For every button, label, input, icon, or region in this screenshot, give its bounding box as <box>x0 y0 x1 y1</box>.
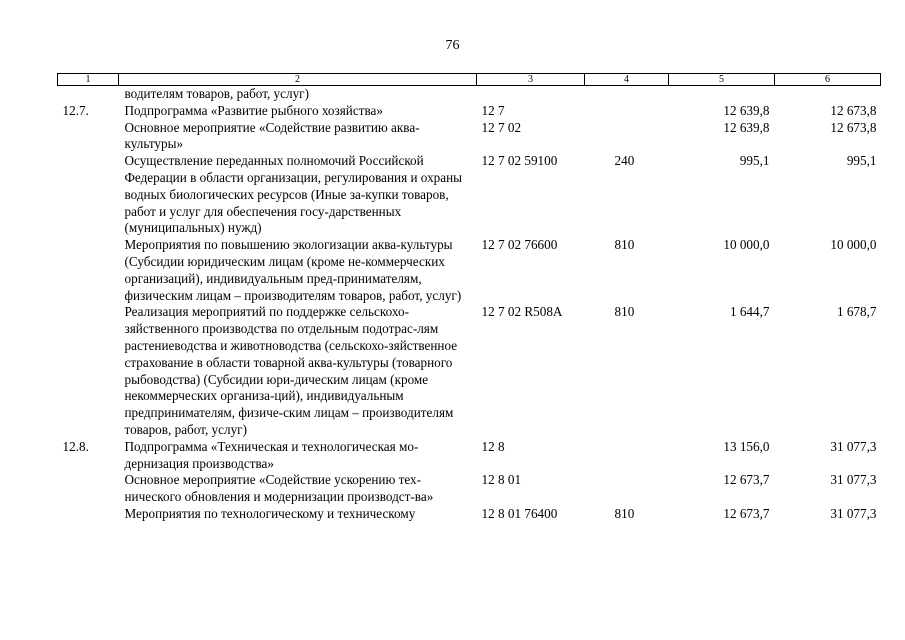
header-col-6: 6 <box>775 74 881 86</box>
row-expense-type: 810 <box>614 304 635 320</box>
page-number: 76 <box>445 38 460 53</box>
row-name: Подпрограмма «Развитие рыбного хозяйства» <box>124 102 383 118</box>
row-name: Основное мероприятие «Содействие развитию аква-культуры» <box>124 119 420 152</box>
row-amount-col6: 31 077,3 <box>830 438 877 454</box>
row-amount-col6: 995,1 <box>846 153 877 169</box>
row-code: 12 8 01 <box>481 472 522 488</box>
row-code: 12 7 02 R508A <box>481 304 563 320</box>
row-expense-type: 810 <box>614 505 635 521</box>
table-row <box>58 304 881 438</box>
row-amount-col6: 12 673,8 <box>830 102 877 118</box>
row-number <box>58 472 119 506</box>
row-expense-type <box>585 472 669 506</box>
row-amount-col6 <box>775 86 881 103</box>
row-name: Мероприятия по технологическому и техническому <box>124 505 416 521</box>
row-name: Осуществление переданных полномочий Российской Федерации в области организации, регулирования и охраны водных биологических ресурсов (Иные за-купки товаров, работ и услуг для обеспечения госу-дарственных (муниципальных) нужд) <box>124 153 463 236</box>
row-name: Реализация мероприятий по поддержке сельскохо-зяйственного производства по отдельным подотрас-лям растениеводства и животноводства (сельскохо-зяйственное страхование в области товарной аква-культуры (товарного рыбоводства) (Субсидии юри-дическим лицам (кроме некоммерческих организа-ций), индивидуальным предпринимателям, физиче-ским лицам – производителям товаров, работ, услуг) <box>124 304 458 437</box>
row-amount-col6: 10 000,0 <box>830 237 877 253</box>
header-col-3: 3 <box>477 74 585 86</box>
row-code: 12 8 01 76400 <box>481 505 558 521</box>
row-code <box>477 86 585 103</box>
table-row <box>58 86 881 103</box>
row-expense-type <box>585 439 669 473</box>
row-amount-col5: 1 644,7 <box>729 304 770 320</box>
header-col-1: 1 <box>58 74 119 86</box>
row-amount-col5: 13 156,0 <box>723 438 770 454</box>
budget-table <box>57 73 881 523</box>
row-expense-type: 810 <box>614 237 635 253</box>
row-name: Основное мероприятие «Содействие ускорению тех-нического обновления и модернизации производст-ва» <box>124 472 434 505</box>
row-number: 12.8. <box>62 438 89 454</box>
table-row <box>58 103 881 120</box>
row-name: Мероприятия по повышению экологизации аква-культуры (Субсидии юридическим лицам (кроме не-коммерческих организаций), индивидуальным пред-принимателям, физическим лицам – производителям товаров, работ, услуг) <box>124 237 462 303</box>
row-amount-col5: 12 673,7 <box>723 472 770 488</box>
row-amount-col6: 31 077,3 <box>830 472 877 488</box>
row-number <box>58 120 119 154</box>
row-amount-col6: 12 673,8 <box>830 119 877 135</box>
header-row <box>58 74 881 86</box>
header-col-5: 5 <box>669 74 775 86</box>
row-code: 12 7 <box>481 102 505 118</box>
row-code: 12 7 02 <box>481 119 522 135</box>
row-number <box>58 237 119 304</box>
row-expense-type <box>585 86 669 103</box>
row-code: 12 7 02 59100 <box>481 153 558 169</box>
row-amount-col6: 31 077,3 <box>830 505 877 521</box>
row-amount-col5: 12 673,7 <box>723 505 770 521</box>
row-amount-col6: 1 678,7 <box>836 304 877 320</box>
row-expense-type: 240 <box>614 153 635 169</box>
table-row <box>58 439 881 473</box>
table-row <box>58 153 881 237</box>
row-number <box>58 506 119 523</box>
header-col-2: 2 <box>119 74 477 86</box>
table-row <box>58 120 881 154</box>
header-col-4: 4 <box>585 74 669 86</box>
row-expense-type <box>585 103 669 120</box>
row-expense-type <box>585 120 669 154</box>
row-code: 12 8 <box>481 438 505 454</box>
row-amount-col5: 12 639,8 <box>723 102 770 118</box>
row-amount-col5: 995,1 <box>739 153 770 169</box>
row-number <box>58 304 119 438</box>
row-name: Подпрограмма «Техническая и технологическая мо-дернизация производства» <box>124 438 419 471</box>
row-code: 12 7 02 76600 <box>481 237 558 253</box>
table-body <box>58 86 881 523</box>
row-number <box>58 86 119 103</box>
table-row <box>58 472 881 506</box>
row-name: водителям товаров, работ, услуг) <box>124 86 309 101</box>
row-number <box>58 153 119 237</box>
table-header <box>58 74 881 86</box>
row-amount-col5: 10 000,0 <box>723 237 770 253</box>
row-number: 12.7. <box>62 102 89 118</box>
row-amount-col5 <box>669 86 775 103</box>
table-row <box>58 237 881 304</box>
table-row <box>58 506 881 523</box>
row-amount-col5: 12 639,8 <box>723 119 770 135</box>
